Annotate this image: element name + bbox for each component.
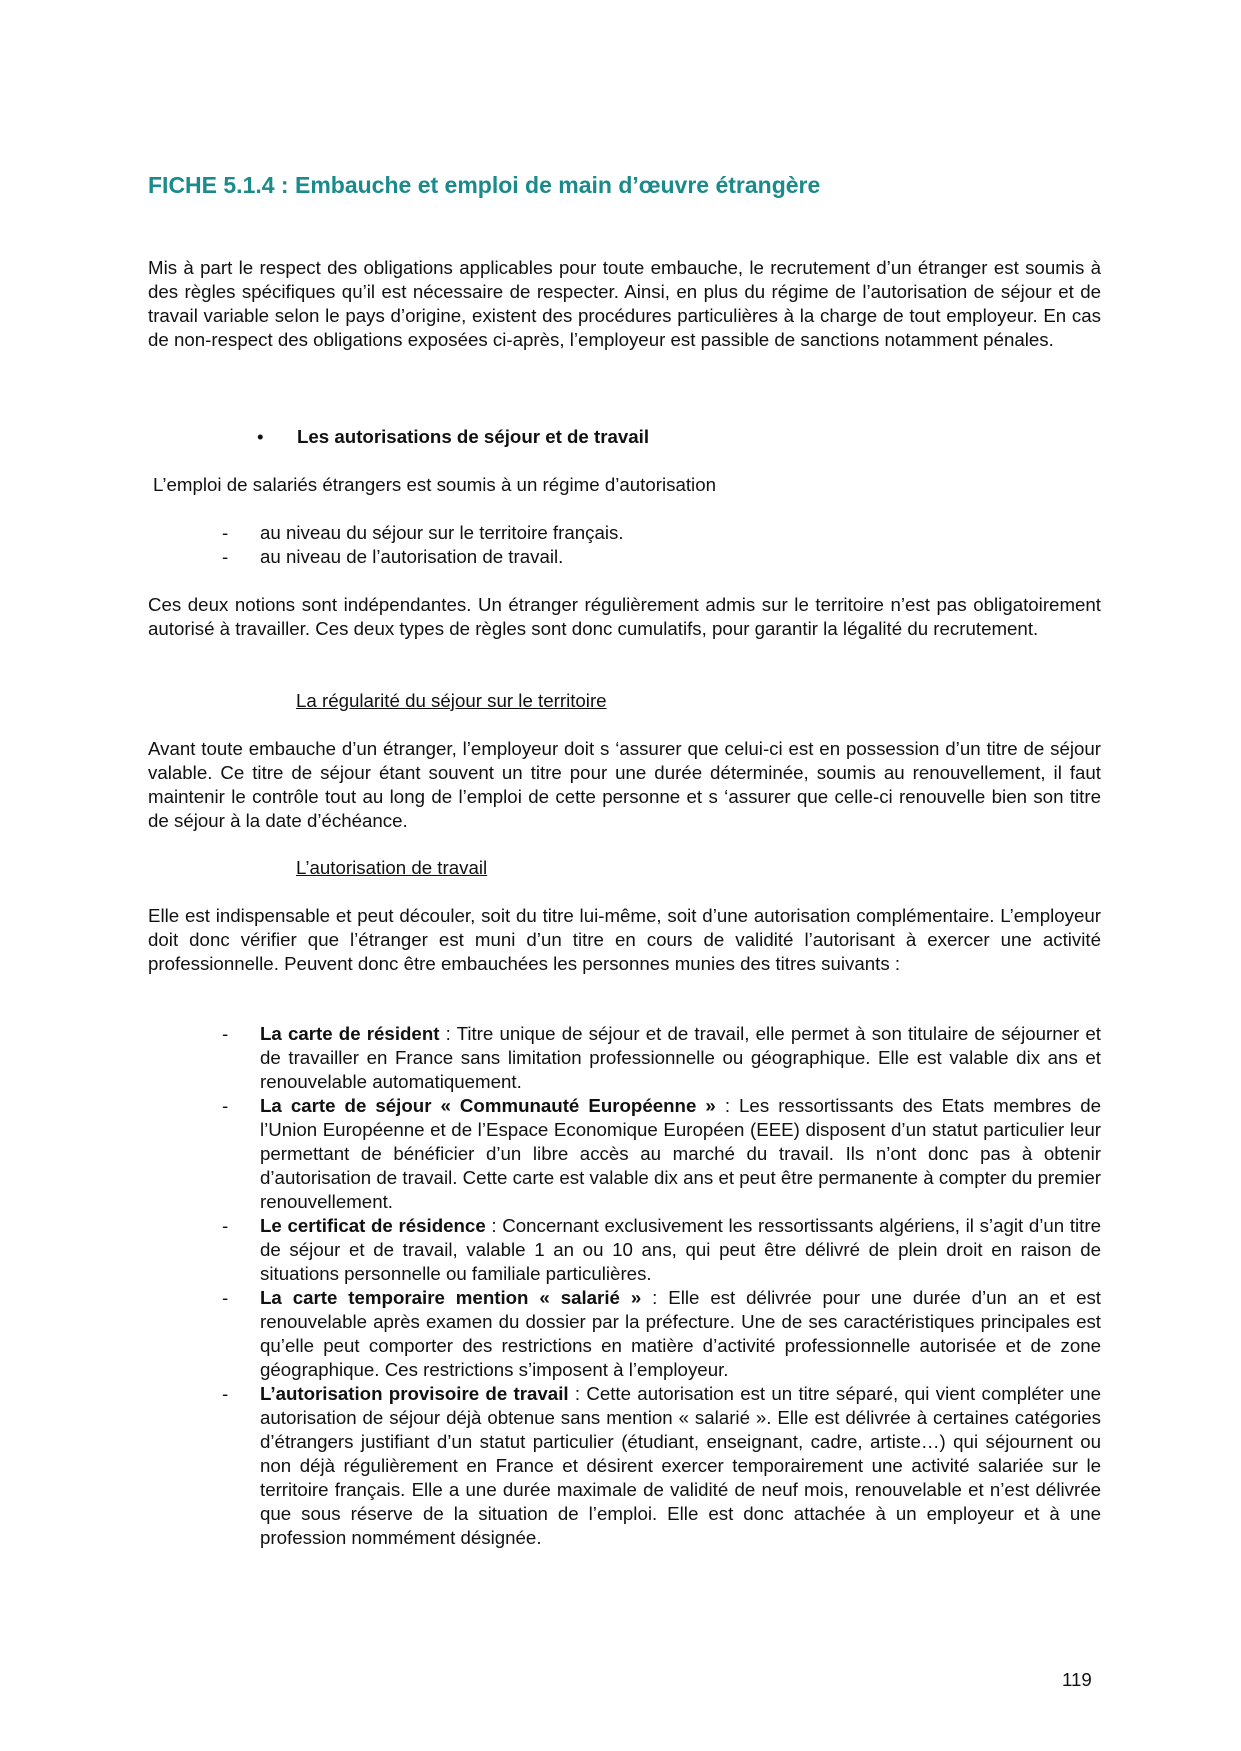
subsection-heading-travail: L’autorisation de travail xyxy=(296,857,488,878)
dash-icon: - xyxy=(222,1287,229,1308)
dash-icon: - xyxy=(222,1215,229,1236)
dash-icon: - xyxy=(222,1383,229,1404)
dash-icon: - xyxy=(222,522,229,543)
permit-types-list xyxy=(148,1022,1101,1550)
page-number: 119 xyxy=(1062,1669,1092,1690)
dash-icon: - xyxy=(222,1023,229,1044)
travail-paragraph: Elle est indispensable et peut découler, soit du titre lui-même, soit d’une autorisation complémentaire. L’employeur doit donc vérifier que l’étranger est muni d’un titre en cours de validité l’autorisant à exercer une activité professionnelle. Peuvent donc être embauchées les personnes munies des titres suivants : xyxy=(148,905,1101,974)
list-item: - au niveau du séjour sur le territoire français. xyxy=(222,522,624,543)
intro-paragraph: Mis à part le respect des obligations applicables pour toute embauche, le recrutement d’un étranger est soumis à des règles spécifiques qu’il est nécessaire de respecter. Ainsi, en plus du régime de l’autorisation de séjour et de travail variable selon le pays d’origine, existent des procédures particulières à la charge de tout employeur. En cas de non-respect des obligations exposées ci-après, l’employeur est passible de sanctions notamment pénales. xyxy=(148,257,1101,350)
list-item: - La carte temporaire mention « salarié » : Elle est délivrée pour une durée d’un an et est renouvelable après examen du dossier par la préfecture. Une de ses caractéristiques principales est qu’elle peut comporter des restrictions en matière d’activité professionnelle autorisée et de zone géographique. Ces restrictions s’imposent à l’employeur. xyxy=(222,1287,1101,1380)
permit-term: L’autorisation provisoire de travail xyxy=(260,1383,569,1404)
dash-icon: - xyxy=(222,546,229,567)
dash-icon: - xyxy=(222,1095,229,1116)
sejour-paragraph: Avant toute embauche d’un étranger, l’employeur doit s ‘assurer que celui-ci est en possession d’un titre de séjour valable. Ce titre de séjour étant souvent un titre pour une durée déterminée, soumis au renouvellement, il faut maintenir le contrôle tout au long de l’emploi de cette personne et s ‘assurer que celle-ci renouvelle bien son titre de séjour à la date d’échéance. xyxy=(148,738,1101,831)
list-item: - au niveau de l’autorisation de travail. xyxy=(222,546,564,567)
permit-term: Le certificat de résidence xyxy=(260,1215,486,1236)
list-item: - Le certificat de résidence : Concernant exclusivement les ressortissants algériens, il s’agit d’un titre de séjour et de travail, valable 1 an ou 10 ans, qui peut être délivré de plein droit en raison de situations personnelle ou familiale particulières. xyxy=(222,1215,1101,1284)
permit-term: La carte temporaire mention « salarié » xyxy=(260,1287,642,1308)
independence-paragraph: Ces deux notions sont indépendantes. Un étranger régulièrement admis sur le territoire n’est pas obligatoirement autorisé à travailler. Ces deux types de règles sont donc cumulatifs, pour garantir la légalité du recrutement. xyxy=(148,594,1101,639)
section-heading xyxy=(257,425,649,449)
permit-term: La carte de séjour « Communauté Européenne » xyxy=(260,1095,716,1116)
list-item: - La carte de résident : Titre unique de séjour et de travail, elle permet à son titulaire de séjourner et de travailler en France sans limitation professionnelle ou géographique. Elle est valable dix ans et renouvelable automatiquement. xyxy=(222,1023,1101,1092)
section-heading-text: Les autorisations de séjour et de travail xyxy=(297,426,650,447)
page-title: FICHE 5.1.4 : Embauche et emploi de main d’œuvre étrangère xyxy=(148,172,821,198)
list-item: - L’autorisation provisoire de travail : Cette autorisation est un titre séparé, qui vient compléter une autorisation de séjour déjà obtenue sans mention « salarié ». Elle est délivrée à certaines catégories d’étrangers justifiant d’un statut particulier (étudiant, enseignant, cadre, artiste…) qui séjournent ou non déjà régulièrement en France et désirent exercer temporairement une activité salariée sur le territoire français. Elle a une durée maximale de validité de neuf mois, renouvelable et n’est délivrée que sous réserve de la situation de l’emploi. Elle est donc attachée à un employeur et à une profession nommément désignée. xyxy=(222,1383,1101,1548)
list-item: - La carte de séjour « Communauté Européenne » : Les ressortissants des Etats membres de l’Union Européenne et de l’Espace Economique Européen (EEE) disposent d’un statut particulier leur permettant de bénéficier d’un libre accès au marché du travail. Ils n’ont donc pas à obtenir d’autorisation de travail. Cette carte est valable dix ans et peut être permanente à compter du premier renouvellement. xyxy=(222,1095,1101,1212)
bullet-icon: • xyxy=(257,426,264,447)
section-lead: L’emploi de salariés étrangers est soumis à un régime d’autorisation xyxy=(153,474,716,495)
permit-level-list xyxy=(148,521,1101,569)
permit-term: La carte de résident xyxy=(260,1023,440,1044)
subsection-heading-sejour: La régularité du séjour sur le territoire xyxy=(296,690,607,711)
